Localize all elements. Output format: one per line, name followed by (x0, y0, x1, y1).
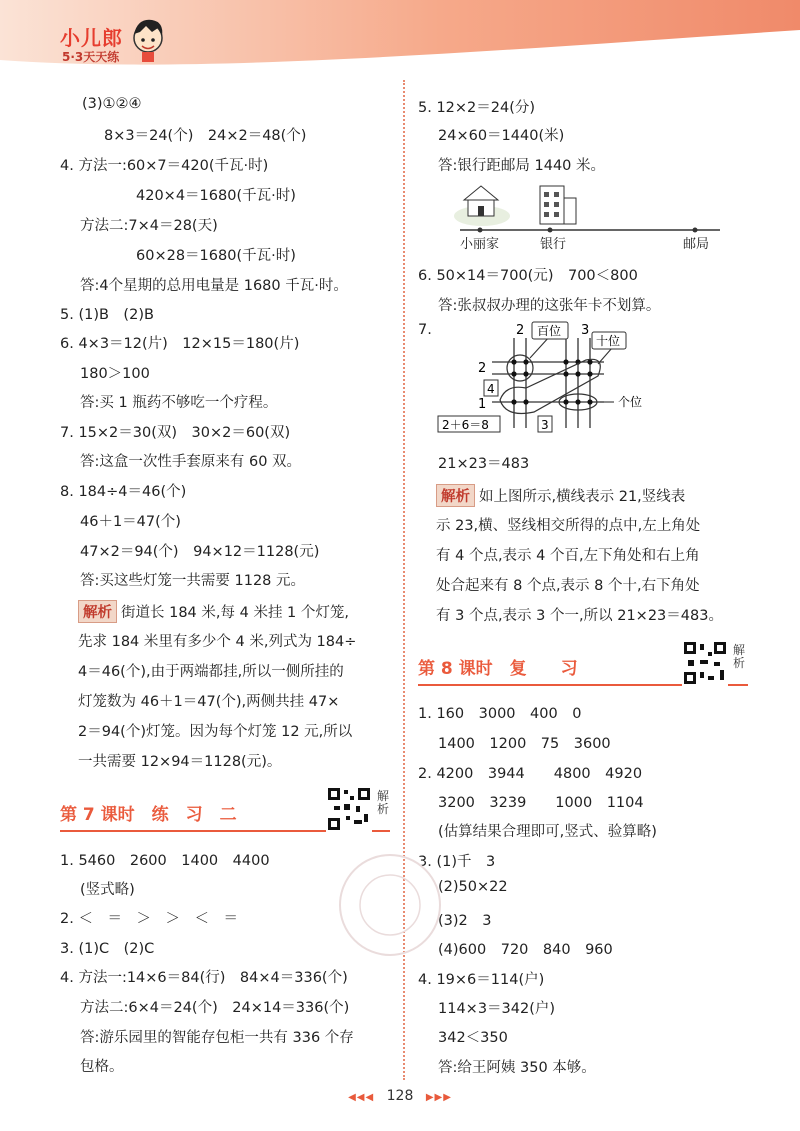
answer-line: 3200 3239 1000 1104 (438, 795, 644, 811)
hundreds-label: 百位 (537, 324, 562, 338)
answer-line: 8. 184÷4＝46(个) (60, 484, 187, 500)
answer-line: 答:买 1 瓶药不够吃一个疗程。 (80, 395, 278, 411)
section-title-7 (60, 800, 237, 825)
lattice-digit: 4 (487, 382, 495, 396)
answer-line: 114×3＝342(户) (438, 1001, 556, 1017)
analysis-line: 有 4 个点,表示 4 个百,左下角处和右上角 (436, 548, 700, 564)
answer-line: 1400 1200 75 3600 (438, 736, 611, 752)
lattice-multiplication-diagram (436, 320, 643, 438)
analysis-line (436, 484, 685, 507)
answer-line: 3. (1)千 3 (418, 854, 496, 870)
analysis-line: 2＝94(个)灯笼。因为每个灯笼 12 元,所以 (78, 724, 353, 740)
watermark-stamp (330, 840, 450, 970)
answer-line: 3. (1)C (2)C (60, 941, 155, 957)
answer-line: 2. 4200 3944 4800 4920 (418, 766, 643, 782)
answer-line: 342＜350 (438, 1030, 508, 1046)
answer-line: 7. 15×2＝30(双) 30×2＝60(双) (60, 425, 291, 441)
vertical-lines (514, 338, 590, 428)
answer-line: 2. ＜ ＝ ＞ ＞ ＜ ＝ (60, 911, 238, 927)
answer-line: 4. 方法一:14×6＝84(行) 84×4＝336(个) (60, 970, 348, 986)
section-title-8 (418, 654, 578, 679)
house-icon (454, 186, 510, 226)
answer-line: 8×3＝24(个) 24×2＝48(个) (104, 128, 307, 144)
analysis-line (78, 600, 349, 623)
ones-label: 个位 (618, 395, 643, 409)
answer-line: (3)①②④ (82, 96, 142, 112)
answer-line: 180＞100 (80, 366, 150, 382)
bank-icon (540, 186, 576, 224)
page-number: 128 (386, 1088, 414, 1104)
mascot-icon (128, 14, 168, 64)
lattice-digit: 3 (581, 323, 590, 338)
answer-line: 答:4个星期的总用电量是 1680 千瓦·时。 (80, 278, 348, 294)
section-title-text: 第 8 课时 复 习 (418, 659, 578, 679)
answer-line: (2)50×22 (438, 879, 508, 895)
answer-line: 答:这盒一次性手套原来有 60 双。 (80, 454, 302, 470)
analysis-text: 街道长 184 米,每 4 米挂 1 个灯笼, (121, 605, 349, 621)
right-arrows-icon: ▶▶▶ (425, 1092, 452, 1103)
analysis-line: 一共需要 12×94＝1128(元)。 (78, 754, 282, 770)
answer-line: (竖式略) (80, 882, 135, 898)
answer-line: 答:张叔叔办理的这张年卡不划算。 (438, 298, 661, 314)
qr-label: 解析 (377, 789, 390, 816)
qr-label: 解析 (733, 643, 746, 670)
lattice-digit: 1 (478, 397, 487, 412)
answer-line: 6. 4×3＝12(片) 12×15＝180(片) (60, 336, 300, 352)
answer-line: 5. (1)B (2)B (60, 307, 154, 323)
left-arrows-icon: ◀◀◀ (348, 1092, 375, 1103)
answer-line: 1. 5460 2600 1400 4400 (60, 853, 270, 869)
analysis-line: 灯笼数为 46＋1＝47(个),两侧共挂 47× (78, 694, 340, 710)
answer-line: 1. 160 3000 400 0 (418, 706, 582, 722)
bank-label: 银行 (540, 237, 567, 252)
answer-line: 答:银行距邮局 1440 米。 (438, 158, 606, 174)
page-footer (0, 1088, 800, 1104)
analysis-line: 处合起来有 8 个点,表示 8 个十,右下角处 (436, 578, 700, 594)
logo-subtitle: 5·3天天练 (62, 50, 120, 64)
qr-code-icon[interactable] (326, 786, 372, 832)
answer-line: 21×23＝483 (438, 456, 530, 472)
distance-diagram (440, 180, 720, 260)
answer-line: 46＋1＝47(个) (80, 514, 181, 530)
answer-line: (4)600 720 840 960 (438, 942, 613, 958)
answer-line: (估算结果合理即可,竖式、验算略) (438, 824, 657, 840)
analysis-line: 有 3 个点,表示 3 个一,所以 21×23＝483。 (436, 608, 723, 624)
home-point (478, 228, 483, 233)
answer-line: 60×28＝1680(千瓦·时) (136, 248, 296, 264)
lattice-digit: 2 (516, 323, 525, 338)
logo-title: 小儿郎 (60, 26, 123, 50)
post-label: 邮局 (683, 237, 710, 252)
answer-line: 方法二:6×4＝24(个) 24×14＝336(个) (80, 1000, 350, 1016)
post-point (693, 228, 698, 233)
answer-line: 包格。 (80, 1059, 124, 1075)
bank-point (548, 228, 553, 233)
lattice-digit: 3 (541, 418, 549, 432)
answer-line: 方法二:7×4＝28(天) (80, 218, 218, 234)
answer-line: 47×2＝94(个) 94×12＝1128(元) (80, 544, 320, 560)
analysis-text: 如上图所示,横线表示 21,竖线表 (479, 489, 686, 505)
tens-label: 十位 (596, 334, 621, 348)
home-label: 小丽家 (460, 237, 500, 252)
answer-line: 4. 19×6＝114(户) (418, 972, 545, 988)
lattice-sum: 2＋6＝8 (442, 418, 489, 432)
qr-code-icon[interactable] (682, 640, 728, 686)
lattice-digit: 2 (478, 361, 487, 376)
answer-line: 答:游乐园里的智能存包柜一共有 336 个存 (80, 1030, 354, 1046)
intersection-dots (511, 359, 592, 404)
answer-line: 4. 方法一:60×7＝420(千瓦·时) (60, 158, 269, 174)
answer-line: 5. 12×2＝24(分) (418, 100, 536, 116)
analysis-tag: 解析 (436, 484, 475, 507)
answer-line: 6. 50×14＝700(元) 700＜800 (418, 268, 638, 284)
analysis-line: 4＝46(个),由于两端都挂,所以一侧所挂的 (78, 664, 344, 680)
analysis-line: 示 23,横、竖线相交所得的点中,左上角处 (436, 518, 701, 534)
analysis-line: 先求 184 米里有多少个 4 米,列式为 184÷ (78, 634, 357, 650)
answer-line: (3)2 3 (438, 913, 492, 929)
analysis-tag: 解析 (78, 600, 117, 623)
answer-line: 答:给王阿姨 350 本够。 (438, 1060, 596, 1076)
answer-line: 7. (418, 322, 432, 338)
answer-line: 24×60＝1440(米) (438, 128, 565, 144)
answer-line: 420×4＝1680(千瓦·时) (136, 188, 296, 204)
answer-line: 答:买这些灯笼一共需要 1128 元。 (80, 573, 306, 589)
section-title-text: 第 7 课时 练 习 二 (60, 805, 237, 825)
